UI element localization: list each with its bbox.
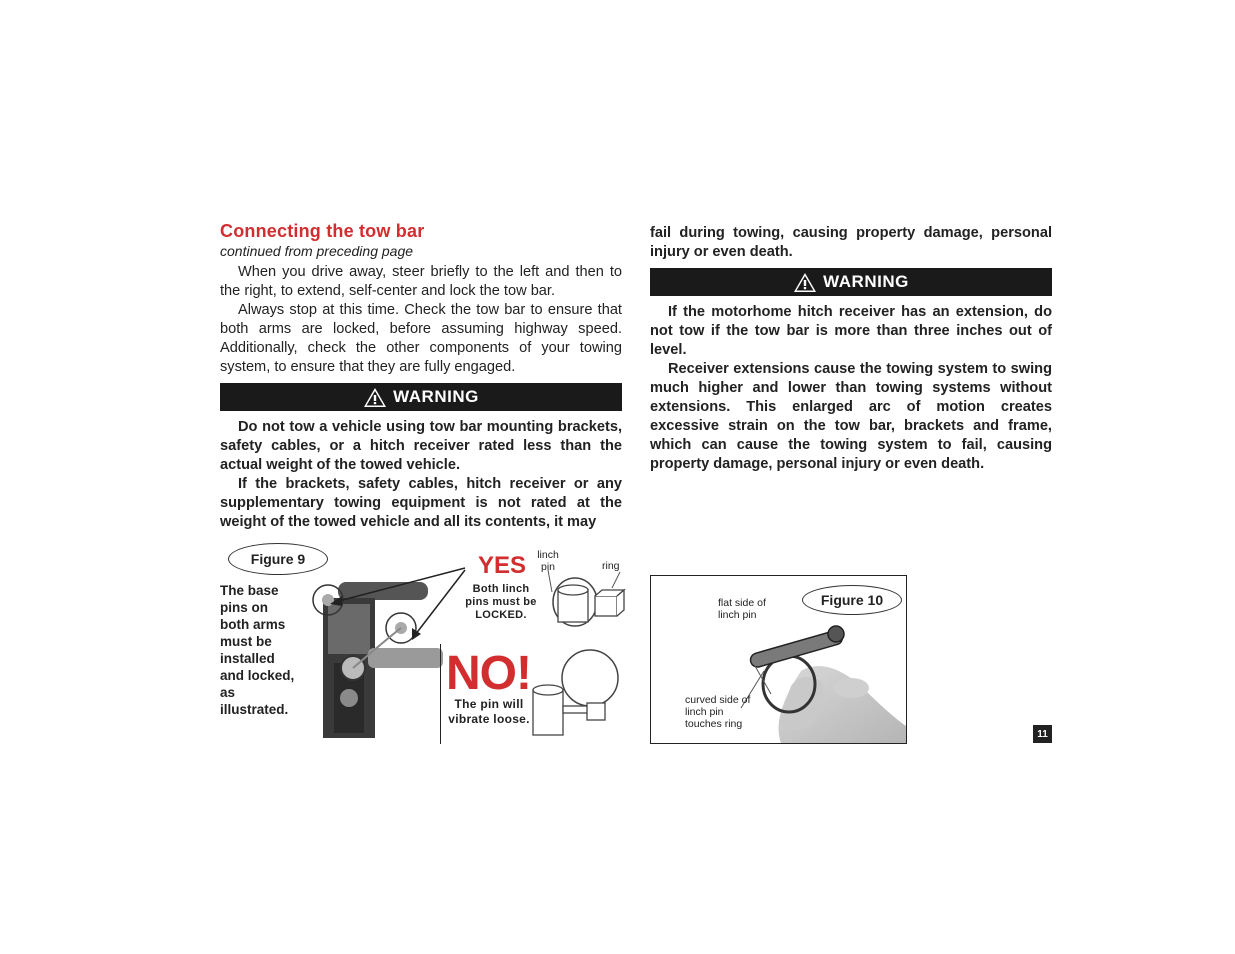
locked-linch-pin-illustration [540, 570, 630, 635]
warning-paragraph: If the brackets, safety cables, hitch receiver or any supplementary towing equipment is not rated at the weight of the towed vehicle and all its contents, it may [220, 476, 622, 530]
continued-paragraph: fail during towing, causing property damage, personal injury or even death. [650, 225, 1052, 260]
warning-triangle-icon [363, 387, 387, 408]
flat-side-label: flat side of linch pin [718, 597, 766, 621]
warning-label: WARNING [823, 272, 909, 291]
left-column [220, 220, 622, 532]
figure-9 [220, 540, 630, 750]
warning-banner [220, 383, 622, 411]
paragraph: When you drive away, steer briefly to the left and then to the right, to extend, self-center and lock the tow bar. [220, 264, 622, 299]
linch-pin-label: linch pin [537, 549, 559, 573]
section-subheading: continued from preceding page [220, 243, 414, 259]
page-number: 11 [1033, 725, 1052, 743]
ring-label: ring [602, 560, 620, 572]
figure-10-label: Figure 10 [802, 585, 902, 615]
yes-label: YES [478, 552, 527, 579]
warning-label: WARNING [393, 387, 479, 406]
figure-10 [650, 575, 907, 744]
yes-note: Both linch pins must be LOCKED. [465, 583, 537, 621]
right-column [650, 224, 1052, 474]
section-heading: Connecting the tow bar [220, 221, 425, 241]
no-label: NO! [446, 647, 531, 700]
warning-paragraph: If the motorhome hitch receiver has an extension, do not tow if the tow bar is more than three inches out of level. [650, 304, 1052, 358]
paragraph: Always stop at this time. Check the tow bar to ensure that both arms are locked, before assuming highway speed. Additionally, check the other components of your towing system, to ensure that they are fully engaged. [220, 302, 622, 375]
figure-9-label: Figure 9 [228, 543, 328, 575]
warning-banner [650, 268, 1052, 296]
figure-divider [440, 644, 441, 744]
no-note: The pin will vibrate loose. [448, 697, 530, 726]
warning-paragraph: Receiver extensions cause the towing system to swing much higher and lower than towing systems without extensions. This enlarged arc of motion creates excessive strain on the tow bar, brackets and frame, which can cause the towing system to fail, causing property damage, personal injury or even death. [650, 361, 1052, 472]
figure-9-caption: The base pins on both arms must be installed and locked, as illustrated. [220, 583, 295, 717]
curved-side-label: curved side of linch pin touches ring [685, 694, 751, 730]
loose-linch-pin-illustration [525, 648, 625, 743]
warning-paragraph: Do not tow a vehicle using tow bar mounting brackets, safety cables, or a hitch receiver rated less than the actual weight of the towed vehicle. [220, 419, 622, 473]
warning-triangle-icon [793, 272, 817, 293]
